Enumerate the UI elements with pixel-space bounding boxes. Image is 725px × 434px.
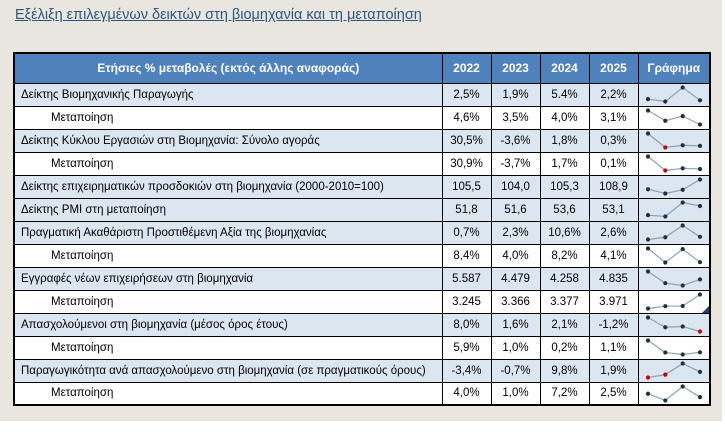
- spark-point: [680, 114, 684, 118]
- value-cell-2024[interactable]: 1,7%: [540, 152, 589, 175]
- header-year-cell[interactable]: 2023: [491, 53, 540, 83]
- value-cell-2025[interactable]: 1,9%: [589, 359, 638, 382]
- row-label-cell[interactable]: Παραγωγικότητα ανά απασχολούμενο στη βιομηχανία (σε πραγματικούς όρους): [14, 359, 442, 382]
- row-label-cell[interactable]: Εγγραφές νέων επιχειρήσεων στη βιομηχανία: [14, 267, 442, 290]
- spark-point: [646, 108, 650, 112]
- sparkline-cell[interactable]: [638, 244, 710, 267]
- value-cell-2024[interactable]: 9,8%: [540, 359, 589, 382]
- value-cell-2022[interactable]: 30,5%: [442, 129, 491, 152]
- sparkline-chart: [639, 222, 709, 243]
- value-cell-2022[interactable]: 51,8: [442, 198, 491, 221]
- sparkline-chart: [639, 291, 709, 312]
- sub-indicator-row: [14, 290, 710, 313]
- spark-point: [663, 281, 667, 285]
- sparkline-cell[interactable]: [638, 221, 710, 244]
- cell-corner-marker-icon: [702, 306, 709, 313]
- value-cell-2025[interactable]: 108,9: [589, 175, 638, 198]
- value-cell-2023[interactable]: -3,6%: [491, 129, 540, 152]
- spark-point: [680, 361, 684, 365]
- sparkline-cell[interactable]: [638, 175, 710, 198]
- spark-point: [680, 223, 684, 227]
- spark-point: [646, 306, 650, 310]
- spark-point: [698, 350, 702, 354]
- spark-point: [698, 292, 702, 296]
- value-cell-2024[interactable]: 53,6: [540, 198, 589, 221]
- sparkline-cell[interactable]: [638, 290, 710, 313]
- value-cell-2023[interactable]: 1,9%: [491, 83, 540, 106]
- spark-point: [663, 191, 667, 195]
- spark-point-negative: [646, 375, 650, 379]
- value-cell-2024[interactable]: 0,2%: [540, 336, 589, 359]
- sparkline-chart: [639, 360, 709, 381]
- value-cell-2024[interactable]: 2,1%: [540, 313, 589, 336]
- spark-point: [698, 122, 702, 126]
- value-cell-2025[interactable]: 53,1: [589, 198, 638, 221]
- value-cell-2023[interactable]: 3,5%: [491, 106, 540, 129]
- value-cell-2024[interactable]: 4.258: [540, 267, 589, 290]
- spark-point: [698, 370, 702, 374]
- value-cell-2022[interactable]: 5.587: [442, 267, 491, 290]
- sparkline-chart: [639, 153, 709, 174]
- indicator-row: [14, 221, 710, 244]
- spark-point: [646, 237, 650, 241]
- value-cell-2023[interactable]: -3,7%: [491, 152, 540, 175]
- header-year-cell[interactable]: 2025: [589, 53, 638, 83]
- value-cell-2025[interactable]: 3,1%: [589, 106, 638, 129]
- value-cell-2023[interactable]: 51,6: [491, 198, 540, 221]
- spark-point: [646, 338, 650, 342]
- row-label-cell[interactable]: Δείκτης Κύκλου Εργασιών στη Βιομηχανία: Σύνολο αγοράς: [14, 129, 442, 152]
- value-cell-2023[interactable]: 1,6%: [491, 313, 540, 336]
- sparkline-cell[interactable]: [638, 382, 710, 405]
- header-year-cell[interactable]: 2022: [442, 53, 491, 83]
- value-cell-2025[interactable]: 2,2%: [589, 83, 638, 106]
- sparkline-cell[interactable]: [638, 198, 710, 221]
- spark-point: [698, 98, 702, 102]
- value-cell-2025[interactable]: 2,5%: [589, 382, 638, 405]
- spark-point: [663, 398, 667, 402]
- row-label-cell[interactable]: Δείκτης επιχειρηματικών προσδοκιών στη βιομηχανία (2000-2010=100): [14, 175, 442, 198]
- spark-point: [698, 260, 702, 264]
- value-cell-2025[interactable]: 1,1%: [589, 336, 638, 359]
- sparkline-chart: [639, 337, 709, 358]
- spark-point: [680, 352, 684, 356]
- value-cell-2023[interactable]: 3.366: [491, 290, 540, 313]
- value-cell-2023[interactable]: 104,0: [491, 175, 540, 198]
- sparkline-chart: [639, 268, 709, 289]
- sparkline-chart: [639, 245, 709, 266]
- header-year-cell[interactable]: 2024: [540, 53, 589, 83]
- spark-point: [646, 154, 650, 158]
- value-cell-2022[interactable]: 2,5%: [442, 83, 491, 106]
- value-cell-2025[interactable]: -1,2%: [589, 313, 638, 336]
- sub-indicator-row: [14, 336, 710, 359]
- value-cell-2022[interactable]: 105,5: [442, 175, 491, 198]
- spark-point-negative: [698, 329, 702, 333]
- value-cell-2024[interactable]: 8,2%: [540, 244, 589, 267]
- sparkline-cell[interactable]: [638, 359, 710, 382]
- spark-point: [663, 260, 667, 264]
- spark-point: [680, 324, 684, 328]
- value-cell-2023[interactable]: 2,3%: [491, 221, 540, 244]
- value-cell-2023[interactable]: 1,0%: [491, 382, 540, 405]
- row-label-cell[interactable]: Μεταποίηση: [14, 336, 442, 359]
- row-label-cell[interactable]: Πραγματική Ακαθάριστη Προστιθέμενη Αξία της βιομηχανίας: [14, 221, 442, 244]
- header-chart-cell[interactable]: Γράφημα: [638, 53, 710, 83]
- spark-point: [698, 144, 702, 148]
- value-cell-2023[interactable]: 1,0%: [491, 336, 540, 359]
- spark-point: [680, 384, 684, 388]
- row-label-cell[interactable]: Μεταποίηση: [14, 106, 442, 129]
- spark-point: [663, 119, 667, 123]
- spark-point: [663, 235, 667, 239]
- spark-point: [646, 213, 650, 217]
- value-cell-2024[interactable]: 5.4%: [540, 83, 589, 106]
- spark-point: [663, 99, 667, 103]
- value-cell-2025[interactable]: 3.971: [589, 290, 638, 313]
- spark-point: [698, 167, 702, 171]
- spark-point: [663, 214, 667, 218]
- spark-point: [698, 235, 702, 239]
- indicator-row: [14, 313, 710, 336]
- spark-point: [680, 188, 684, 192]
- spark-point: [646, 391, 650, 395]
- row-label-cell[interactable]: Μεταποίηση: [14, 152, 442, 175]
- value-cell-2022[interactable]: 8,4%: [442, 244, 491, 267]
- value-cell-2024[interactable]: 3.377: [540, 290, 589, 313]
- sparkline-cell[interactable]: [638, 129, 710, 152]
- row-label-cell[interactable]: Δείκτης Βιομηχανικής Παραγωγής: [14, 83, 442, 106]
- indicator-row: [14, 175, 710, 198]
- row-label-cell[interactable]: Μεταποίηση: [14, 290, 442, 313]
- indicator-row: [14, 129, 710, 152]
- value-cell-2024[interactable]: 4,0%: [540, 106, 589, 129]
- sparkline-chart: [639, 383, 709, 404]
- spark-point: [646, 269, 650, 273]
- value-cell-2025[interactable]: 2,6%: [589, 221, 638, 244]
- spark-point: [680, 247, 684, 251]
- spark-point: [646, 131, 650, 135]
- spark-point: [663, 304, 667, 308]
- indicator-row: [14, 198, 710, 221]
- indicators-table: [13, 52, 711, 406]
- value-cell-2023[interactable]: 4.479: [491, 267, 540, 290]
- sparkline-cell[interactable]: [638, 106, 710, 129]
- sparkline-cell[interactable]: [638, 83, 710, 106]
- sparkline-chart: [639, 199, 709, 220]
- value-cell-2022[interactable]: 4,6%: [442, 106, 491, 129]
- value-cell-2022[interactable]: 8,0%: [442, 313, 491, 336]
- value-cell-2025[interactable]: 0,1%: [589, 152, 638, 175]
- value-cell-2024[interactable]: 10,6%: [540, 221, 589, 244]
- value-cell-2022[interactable]: -3,4%: [442, 359, 491, 382]
- spark-point: [646, 187, 650, 191]
- spark-point: [698, 177, 702, 181]
- sparkline-cell[interactable]: [638, 267, 710, 290]
- spark-point: [680, 143, 684, 147]
- indicator-row: [14, 267, 710, 290]
- spark-point: [698, 277, 702, 281]
- value-cell-2025[interactable]: 4,1%: [589, 244, 638, 267]
- value-cell-2023[interactable]: 4,0%: [491, 244, 540, 267]
- value-cell-2024[interactable]: 1,8%: [540, 129, 589, 152]
- value-cell-2022[interactable]: 3.245: [442, 290, 491, 313]
- spark-point: [680, 283, 684, 287]
- spark-point-negative: [663, 145, 667, 149]
- sparkline-chart: [639, 314, 709, 335]
- spark-point-negative: [663, 168, 667, 172]
- sparkline-cell[interactable]: [638, 313, 710, 336]
- sub-indicator-row: [14, 382, 710, 405]
- spark-point: [680, 166, 684, 170]
- sparkline-chart: [639, 130, 709, 151]
- spark-point: [698, 395, 702, 399]
- sparkline-cell[interactable]: [638, 152, 710, 175]
- value-cell-2025[interactable]: 0,3%: [589, 129, 638, 152]
- indicator-row: [14, 359, 710, 382]
- value-cell-2023[interactable]: -0,7%: [491, 359, 540, 382]
- value-cell-2022[interactable]: 5,9%: [442, 336, 491, 359]
- sparkline-cell[interactable]: [638, 336, 710, 359]
- value-cell-2024[interactable]: 105,3: [540, 175, 589, 198]
- row-label-cell[interactable]: Δείκτης PMI στη μεταποίηση: [14, 198, 442, 221]
- sub-indicator-row: [14, 106, 710, 129]
- value-cell-2025[interactable]: 4.835: [589, 267, 638, 290]
- spark-point: [680, 304, 684, 308]
- indicator-row: [14, 83, 710, 106]
- spark-point: [698, 204, 702, 208]
- spark-point: [646, 315, 650, 319]
- report-title-link[interactable]: Εξέλιξη επιλεγμένων δεικτών στη βιομηχανία και τη μεταποίηση: [15, 7, 422, 23]
- spark-point: [680, 85, 684, 89]
- sub-indicator-row: [14, 152, 710, 175]
- header-label-cell[interactable]: Ετήσιες % μεταβολές (εκτός άλλης αναφοράς): [14, 53, 442, 83]
- value-cell-2022[interactable]: 0,7%: [442, 221, 491, 244]
- table-header-row: [14, 53, 710, 83]
- sparkline-chart: [639, 176, 709, 197]
- spark-point-negative: [663, 373, 667, 377]
- spark-point: [663, 325, 667, 329]
- sparkline-chart: [639, 84, 709, 105]
- value-cell-2022[interactable]: 30,9%: [442, 152, 491, 175]
- value-cell-2024[interactable]: 7,2%: [540, 382, 589, 405]
- sub-indicator-row: [14, 244, 710, 267]
- spark-point: [663, 350, 667, 354]
- row-label-cell[interactable]: Απασχολούμενοι στη βιομηχανία (μέσος όρος έτους): [14, 313, 442, 336]
- spark-point: [680, 200, 684, 204]
- row-label-cell[interactable]: Μεταποίηση: [14, 382, 442, 405]
- sparkline-chart: [639, 107, 709, 128]
- spark-point: [646, 97, 650, 101]
- row-label-cell[interactable]: Μεταποίηση: [14, 244, 442, 267]
- value-cell-2022[interactable]: 4,0%: [442, 382, 491, 405]
- spark-point: [646, 246, 650, 250]
